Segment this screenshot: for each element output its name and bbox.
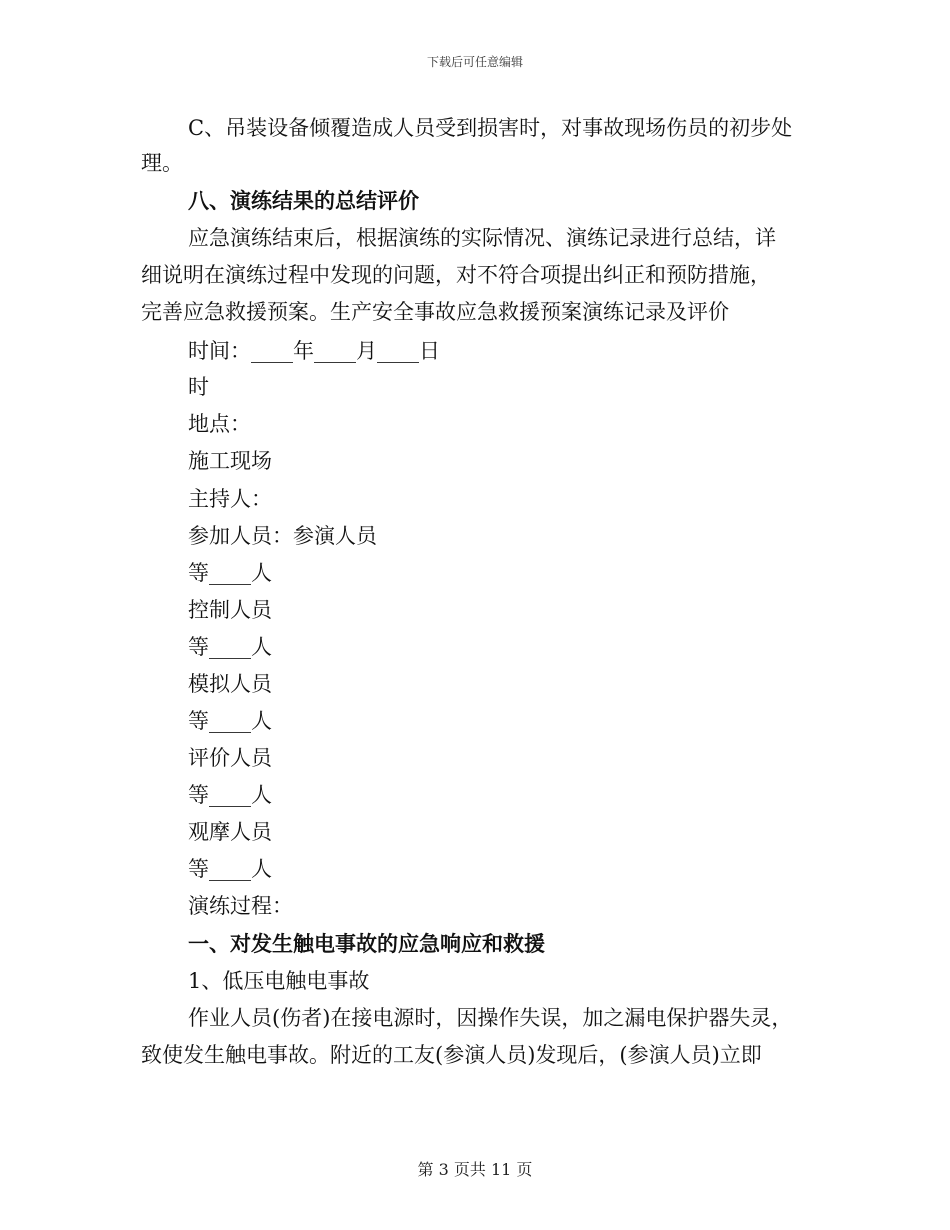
form-field-process: 演练过程： <box>188 894 293 918</box>
participant-count: 等____人 <box>188 635 272 659</box>
paragraph-line: C、吊装设备倾覆造成人员受到损害时，对事故现场伤员的初步处 <box>188 116 793 140</box>
paragraph-line: 完善应急救援预案。生产安全事故应急救援预案演练记录及评价 <box>141 300 729 324</box>
paragraph-line: 致使发生触电事故。附近的工友(参演人员)发现后，(参演人员)立即 <box>141 1043 762 1067</box>
paragraph-line: 作业人员(伤者)在接电源时，因操作失误，加之漏电保护器失灵， <box>188 1006 793 1030</box>
form-field-host: 主持人： <box>188 487 272 511</box>
participant-role: 控制人员 <box>188 598 272 622</box>
participant-count: 等____人 <box>188 783 272 807</box>
participant-count: 等____人 <box>188 857 272 881</box>
page-header: 下载后可任意编辑 <box>426 55 523 69</box>
form-field-location-value: 施工现场 <box>188 449 272 473</box>
page-footer: 第 3 页共 11 页 <box>417 1160 533 1179</box>
form-field-participants: 参加人员：参演人员 <box>188 524 377 548</box>
form-field-hour: 时 <box>188 375 209 399</box>
subsection-heading: 1、低压电触电事故 <box>188 969 370 993</box>
section-heading: 八、演练结果的总结评价 <box>188 188 419 213</box>
paragraph-line: 细说明在演练过程中发现的问题，对不符合项提出纠正和预防措施， <box>141 263 771 287</box>
participant-count: 等____人 <box>188 561 272 585</box>
section-heading: 一、对发生触电事故的应急响应和救援 <box>188 931 545 956</box>
paragraph-line: 理。 <box>141 151 183 175</box>
participant-role: 模拟人员 <box>188 672 272 696</box>
participant-role: 评价人员 <box>188 746 272 770</box>
paragraph-line: 应急演练结束后，根据演练的实际情况、演练记录进行总结，详 <box>188 226 776 250</box>
form-field-location-label: 地点： <box>188 412 251 436</box>
form-field-time: 时间：____年____月____日 <box>188 339 440 363</box>
participant-role: 观摩人员 <box>188 820 272 844</box>
participant-count: 等____人 <box>188 709 272 733</box>
